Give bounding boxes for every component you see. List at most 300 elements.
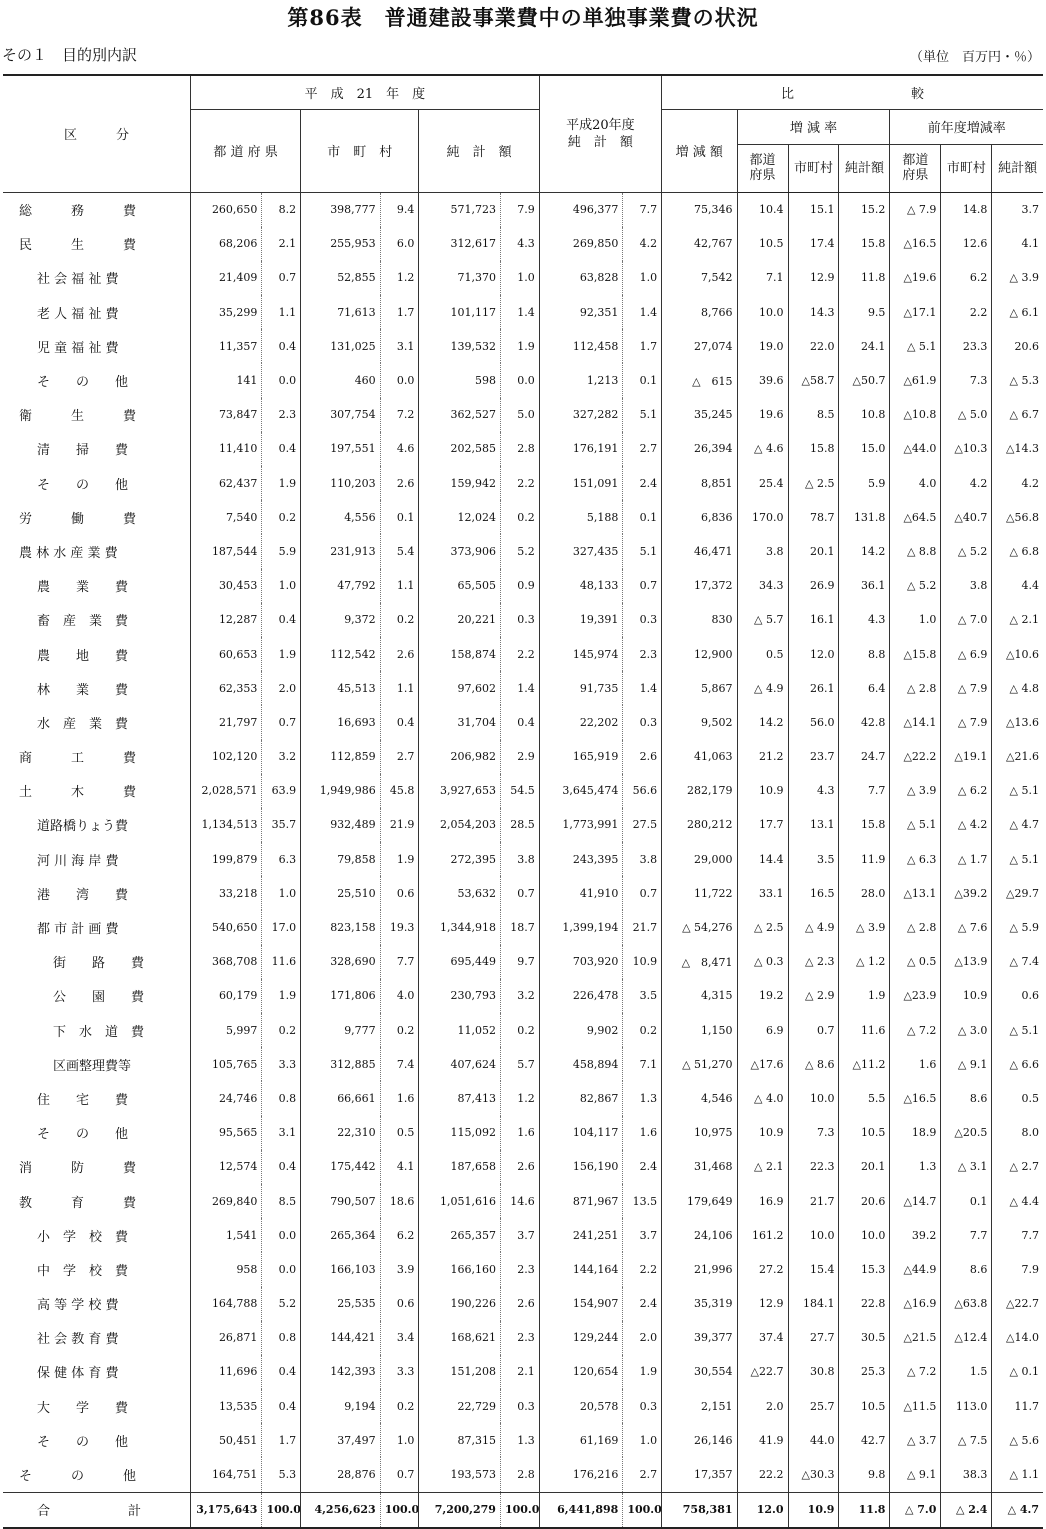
row-label: 港 湾 費	[37, 887, 129, 903]
table-row	[3, 192, 1043, 227]
cell: 129,244	[539, 1321, 623, 1355]
cell: △58.7	[788, 363, 839, 397]
cell: 3.7	[623, 1218, 662, 1252]
cell: 7,542	[662, 261, 737, 295]
row-label: 農 林 水 産 業 費	[19, 545, 118, 561]
cell: 45,513	[301, 671, 381, 705]
cell: 12.0	[737, 1492, 788, 1528]
cell: 17,357	[662, 1457, 737, 1492]
cell: △21.6	[992, 740, 1043, 774]
cell: 35,245	[662, 398, 737, 432]
cell: 145,974	[539, 637, 623, 671]
cell: 87,315	[419, 1423, 501, 1457]
cell: 39.6	[737, 363, 788, 397]
cell: 34.3	[737, 569, 788, 603]
cell: 202,585	[419, 432, 501, 466]
header-kubun: 区 分	[3, 75, 191, 192]
cell: 0.4	[262, 603, 301, 637]
cell: 10.9	[788, 1492, 839, 1528]
cell: 60,179	[191, 979, 262, 1013]
cell: △ 4.7	[992, 808, 1043, 842]
cell: 54.5	[500, 774, 539, 808]
cell: 328,690	[301, 945, 381, 979]
cell: △ 1.7	[941, 842, 992, 876]
cell: 144,421	[301, 1321, 381, 1355]
cell: 373,906	[419, 534, 501, 568]
cell: 7.2	[380, 398, 419, 432]
cell: 15.8	[839, 227, 890, 261]
cell: 36.1	[839, 569, 890, 603]
cell: 27.5	[623, 808, 662, 842]
cell: 3.3	[262, 1047, 301, 1081]
cell: 12,574	[191, 1150, 262, 1184]
table-row	[3, 1218, 1043, 1252]
cell: 2.2	[500, 466, 539, 500]
cell: 12.6	[941, 227, 992, 261]
row-label: 総 務 費	[19, 204, 137, 220]
cell: 226,478	[539, 979, 623, 1013]
cell: 63,828	[539, 261, 623, 295]
cell: 28,876	[301, 1457, 381, 1492]
cell: △ 6.9	[941, 637, 992, 671]
cell: 21,797	[191, 705, 262, 739]
cell: 115,092	[419, 1116, 501, 1150]
cell: △11.5	[890, 1389, 941, 1423]
cell: 22,202	[539, 705, 623, 739]
cell: 12.9	[737, 1287, 788, 1321]
cell: 5.2	[262, 1287, 301, 1321]
cell: 1.2	[380, 261, 419, 295]
cell: 1.7	[262, 1423, 301, 1457]
cell: 100.0	[623, 1492, 662, 1528]
cell: 1.9	[262, 637, 301, 671]
cell: 10.5	[737, 227, 788, 261]
cell: 5.7	[500, 1047, 539, 1081]
cell: 0.2	[500, 500, 539, 534]
cell: △22.7	[992, 1287, 1043, 1321]
cell: △ 9.1	[890, 1457, 941, 1492]
cell: △ 8.8	[890, 534, 941, 568]
cell: 8,851	[662, 466, 737, 500]
cell: 73,847	[191, 398, 262, 432]
cell: 21.9	[380, 808, 419, 842]
cell: 4,256,623	[301, 1492, 381, 1528]
cell: △ 7.0	[890, 1492, 941, 1528]
cell: 17.7	[737, 808, 788, 842]
cell: 112,859	[301, 740, 381, 774]
cell: 12.9	[788, 261, 839, 295]
cell: 871,967	[539, 1184, 623, 1218]
cell: 1.2	[500, 1081, 539, 1115]
cell: △ 5.1	[890, 808, 941, 842]
cell: 199,879	[191, 842, 262, 876]
cell: 0.2	[380, 1389, 419, 1423]
cell: 0.2	[623, 1013, 662, 1047]
cell: △39.2	[941, 876, 992, 910]
cell: △29.7	[992, 876, 1043, 910]
row-label: 農 業 費	[37, 580, 129, 596]
cell: △ 2.3	[788, 945, 839, 979]
table-row	[3, 1355, 1043, 1389]
table-row	[3, 774, 1043, 808]
cell: 695,449	[419, 945, 501, 979]
cell: △ 6.6	[992, 1047, 1043, 1081]
row-label: 下 水 道 費	[53, 1024, 145, 1040]
cell: 25,510	[301, 876, 381, 910]
cell: 1.3	[623, 1081, 662, 1115]
cell: △14.0	[992, 1321, 1043, 1355]
table-row	[3, 466, 1043, 500]
cell: △ 8.6	[788, 1047, 839, 1081]
cell: △ 7.9	[890, 192, 941, 227]
cell: 1.9	[623, 1355, 662, 1389]
cell: 16.1	[788, 603, 839, 637]
cell: 6,441,898	[539, 1492, 623, 1528]
subheader-todofuken: 都道 府県	[737, 144, 788, 192]
cell: 22.0	[788, 329, 839, 363]
cell: 5,997	[191, 1013, 262, 1047]
cell: 37.4	[737, 1321, 788, 1355]
cell: 15.8	[839, 808, 890, 842]
cell: 496,377	[539, 192, 623, 227]
cell: 5,867	[662, 671, 737, 705]
cell: 9.5	[839, 295, 890, 329]
cell: 112,458	[539, 329, 623, 363]
cell: △ 2.5	[788, 466, 839, 500]
cell: △14.3	[992, 432, 1043, 466]
cell: 100.0	[500, 1492, 539, 1528]
cell: 193,573	[419, 1457, 501, 1492]
cell: 95,565	[191, 1116, 262, 1150]
table-row	[3, 1081, 1043, 1115]
cell: 197,551	[301, 432, 381, 466]
cell: 241,251	[539, 1218, 623, 1252]
cell: △ 615	[662, 363, 737, 397]
cell: 790,507	[301, 1184, 381, 1218]
total-row	[3, 1492, 1043, 1528]
cell: 1.0	[500, 261, 539, 295]
table-subtitle: その１ 目的別内訳	[2, 46, 138, 64]
cell: 100.0	[380, 1492, 419, 1528]
cell: 87,413	[419, 1081, 501, 1115]
cell: △ 4.9	[737, 671, 788, 705]
cell: △ 2.5	[737, 910, 788, 944]
cell: 8.6	[941, 1081, 992, 1115]
table-row	[3, 1389, 1043, 1423]
cell: 9.8	[839, 1457, 890, 1492]
cell: 20.1	[788, 534, 839, 568]
cell: 2.6	[380, 637, 419, 671]
row-label: 商 工 費	[19, 751, 137, 767]
cell: 47,792	[301, 569, 381, 603]
cell: 0.1	[623, 500, 662, 534]
cell: 13,535	[191, 1389, 262, 1423]
cell: △ 1.2	[839, 945, 890, 979]
cell: △ 5.1	[992, 842, 1043, 876]
row-label: 消 防 費	[19, 1161, 137, 1177]
header-zogengaku: 増 減 額	[662, 109, 737, 192]
cell: 110,203	[301, 466, 381, 500]
cell: 0.4	[262, 432, 301, 466]
row-label: 公 園 費	[53, 990, 145, 1006]
cell: △ 5.1	[992, 1013, 1043, 1047]
cell: △17.1	[890, 295, 941, 329]
cell: 120,654	[539, 1355, 623, 1389]
row-label: 区画整理費等	[53, 1058, 132, 1074]
cell: 22,729	[419, 1389, 501, 1423]
cell: 280,212	[662, 808, 737, 842]
cell: 0.0	[262, 1252, 301, 1286]
cell: △ 3.0	[941, 1013, 992, 1047]
cell: 8.8	[839, 637, 890, 671]
cell: 6.0	[380, 227, 419, 261]
cell: 4,546	[662, 1081, 737, 1115]
cell: △ 4.0	[737, 1081, 788, 1115]
cell: △ 7.9	[941, 705, 992, 739]
cell: △19.6	[890, 261, 941, 295]
cell: 22.2	[737, 1457, 788, 1492]
cell: 19.0	[737, 329, 788, 363]
cell: 8.5	[262, 1184, 301, 1218]
cell: 15.0	[839, 432, 890, 466]
cell: 9,902	[539, 1013, 623, 1047]
cell: 91,735	[539, 671, 623, 705]
cell: 46,471	[662, 534, 737, 568]
cell: △ 5.2	[941, 534, 992, 568]
cell: △61.9	[890, 363, 941, 397]
cell: 97,602	[419, 671, 501, 705]
table-row	[3, 227, 1043, 261]
table-row	[3, 1150, 1043, 1184]
cell: 2.3	[623, 637, 662, 671]
cell: 265,357	[419, 1218, 501, 1252]
cell: 5,188	[539, 500, 623, 534]
cell: 31,704	[419, 705, 501, 739]
cell: △ 3.9	[992, 261, 1043, 295]
cell: 166,103	[301, 1252, 381, 1286]
cell: 21,409	[191, 261, 262, 295]
row-label: そ の 他	[19, 1469, 137, 1485]
cell: 1.0	[262, 569, 301, 603]
table-row	[3, 979, 1043, 1013]
cell: 0.8	[262, 1321, 301, 1355]
table-row	[3, 1252, 1043, 1286]
cell: 0.1	[941, 1184, 992, 1218]
cell: 18.6	[380, 1184, 419, 1218]
cell: 7.7	[623, 192, 662, 227]
cell: △ 5.6	[992, 1423, 1043, 1457]
cell: 20.6	[992, 329, 1043, 363]
row-label: 民 生 費	[19, 238, 137, 254]
cell: 5.1	[623, 534, 662, 568]
cell: 175,442	[301, 1150, 381, 1184]
cell: 12,287	[191, 603, 262, 637]
row-label: 都 市 計 画 費	[37, 922, 119, 938]
cell: 26.9	[788, 569, 839, 603]
cell: 10.9	[941, 979, 992, 1013]
cell: 30,453	[191, 569, 262, 603]
cell: 265,364	[301, 1218, 381, 1252]
cell: 1.9	[839, 979, 890, 1013]
cell: 6.9	[737, 1013, 788, 1047]
cell: 4.2	[623, 227, 662, 261]
row-label: そ の 他	[37, 375, 129, 391]
cell: 165,919	[539, 740, 623, 774]
table-row	[3, 637, 1043, 671]
cell: 2.2	[941, 295, 992, 329]
table-row	[3, 363, 1043, 397]
header-zogenritsu: 増 減 率	[737, 109, 890, 144]
cell: 22,310	[301, 1116, 381, 1150]
cell: 142,393	[301, 1355, 381, 1389]
cell: △ 4.4	[992, 1184, 1043, 1218]
cell: 7,200,279	[419, 1492, 501, 1528]
cell: △20.5	[941, 1116, 992, 1150]
cell: 2.1	[262, 227, 301, 261]
cell: 1.6	[380, 1081, 419, 1115]
cell: 0.7	[262, 261, 301, 295]
cell: 26.1	[788, 671, 839, 705]
cell: 11,052	[419, 1013, 501, 1047]
cell: 8.2	[262, 192, 301, 227]
cell: 0.4	[262, 1150, 301, 1184]
cell: 105,765	[191, 1047, 262, 1081]
cell: 7.3	[788, 1116, 839, 1150]
cell: 17.0	[262, 910, 301, 944]
table-row	[3, 945, 1043, 979]
cell: 154,907	[539, 1287, 623, 1321]
cell: △14.7	[890, 1184, 941, 1218]
cell: △ 5.1	[992, 774, 1043, 808]
cell: 269,840	[191, 1184, 262, 1218]
cell: 9.7	[500, 945, 539, 979]
cell: 7.7	[941, 1218, 992, 1252]
cell: 1.4	[500, 295, 539, 329]
cell: 82,867	[539, 1081, 623, 1115]
cell: 13.5	[623, 1184, 662, 1218]
cell: 823,158	[301, 910, 381, 944]
cell: 0.2	[380, 603, 419, 637]
cell: 190,226	[419, 1287, 501, 1321]
cell: 1,134,513	[191, 808, 262, 842]
cell: 230,793	[419, 979, 501, 1013]
cell: 1,541	[191, 1218, 262, 1252]
cell: 4.0	[380, 979, 419, 1013]
row-label: 高 等 学 校 費	[37, 1298, 119, 1314]
cell: △ 3.7	[890, 1423, 941, 1457]
cell: 3.5	[623, 979, 662, 1013]
cell: 164,788	[191, 1287, 262, 1321]
cell: 8.5	[788, 398, 839, 432]
cell: 3.8	[737, 534, 788, 568]
cell: 830	[662, 603, 737, 637]
table-row	[3, 534, 1043, 568]
cell: 13.1	[788, 808, 839, 842]
header-shichoson: 市 町 村	[301, 109, 419, 192]
cell: 1.6	[890, 1047, 941, 1081]
header-hikaku: 比 較	[662, 75, 1043, 109]
cell: △21.5	[890, 1321, 941, 1355]
cell: 6.3	[262, 842, 301, 876]
cell: 4,315	[662, 979, 737, 1013]
cell: 0.2	[500, 1013, 539, 1047]
cell: 3.7	[500, 1218, 539, 1252]
cell: 44.0	[788, 1423, 839, 1457]
cell: 1.4	[623, 295, 662, 329]
row-label: 住 宅 費	[37, 1092, 129, 1108]
cell: 31,468	[662, 1150, 737, 1184]
cell: 20.6	[839, 1184, 890, 1218]
cell: △40.7	[941, 500, 992, 534]
row-label: 河 川 海 岸 費	[37, 853, 119, 869]
cell: △ 7.9	[941, 671, 992, 705]
cell: 269,850	[539, 227, 623, 261]
cell: △ 2.4	[941, 1492, 992, 1528]
cell: 25.7	[788, 1389, 839, 1423]
cell: 11.6	[262, 945, 301, 979]
cell: 4.4	[992, 569, 1043, 603]
cell: 14.8	[941, 192, 992, 227]
cell: △ 5.1	[890, 329, 941, 363]
cell: 7.3	[941, 363, 992, 397]
cell: 6,836	[662, 500, 737, 534]
cell: △ 7.2	[890, 1013, 941, 1047]
cell: 10.5	[839, 1389, 890, 1423]
unit-label: （単位 百万円・％）	[909, 50, 1040, 65]
cell: △23.9	[890, 979, 941, 1013]
table-row	[3, 876, 1043, 910]
cell: △ 3.9	[890, 774, 941, 808]
cell: 8.0	[992, 1116, 1043, 1150]
cell: 187,658	[419, 1150, 501, 1184]
cell: 4,556	[301, 500, 381, 534]
cell: 14.3	[788, 295, 839, 329]
row-label: 児 童 福 祉 費	[37, 340, 119, 356]
row-label: 老 人 福 祉 費	[37, 306, 119, 322]
cell: 4.0	[890, 466, 941, 500]
row-label: 社 会 教 育 費	[37, 1332, 119, 1348]
row-label: 衛 生 費	[19, 409, 137, 425]
cell: 100.0	[262, 1492, 301, 1528]
cell: 758,381	[662, 1492, 737, 1528]
cell: 7.7	[380, 945, 419, 979]
cell: 11,722	[662, 876, 737, 910]
cell: 0.4	[380, 705, 419, 739]
cell: 52,855	[301, 261, 381, 295]
cell: △10.3	[941, 432, 992, 466]
cell: 184.1	[788, 1287, 839, 1321]
cell: 0.1	[380, 500, 419, 534]
cell: 18.9	[890, 1116, 941, 1150]
cell: 4.3	[500, 227, 539, 261]
cell: 10.0	[788, 1218, 839, 1252]
cell: 141	[191, 363, 262, 397]
subheader-junkei: 純計額	[839, 144, 890, 192]
header-junkei: 純 計 額	[419, 109, 539, 192]
cell: 1.3	[890, 1150, 941, 1184]
cell: 0.7	[500, 876, 539, 910]
cell: 3.2	[500, 979, 539, 1013]
table-row	[3, 740, 1043, 774]
cell: 78.7	[788, 500, 839, 534]
cell: 28.0	[839, 876, 890, 910]
cell: 0.5	[380, 1116, 419, 1150]
cell: 113.0	[941, 1389, 992, 1423]
cell: 0.6	[380, 876, 419, 910]
cell: 10.9	[623, 945, 662, 979]
cell: 25.4	[737, 466, 788, 500]
cell: 170.0	[737, 500, 788, 534]
